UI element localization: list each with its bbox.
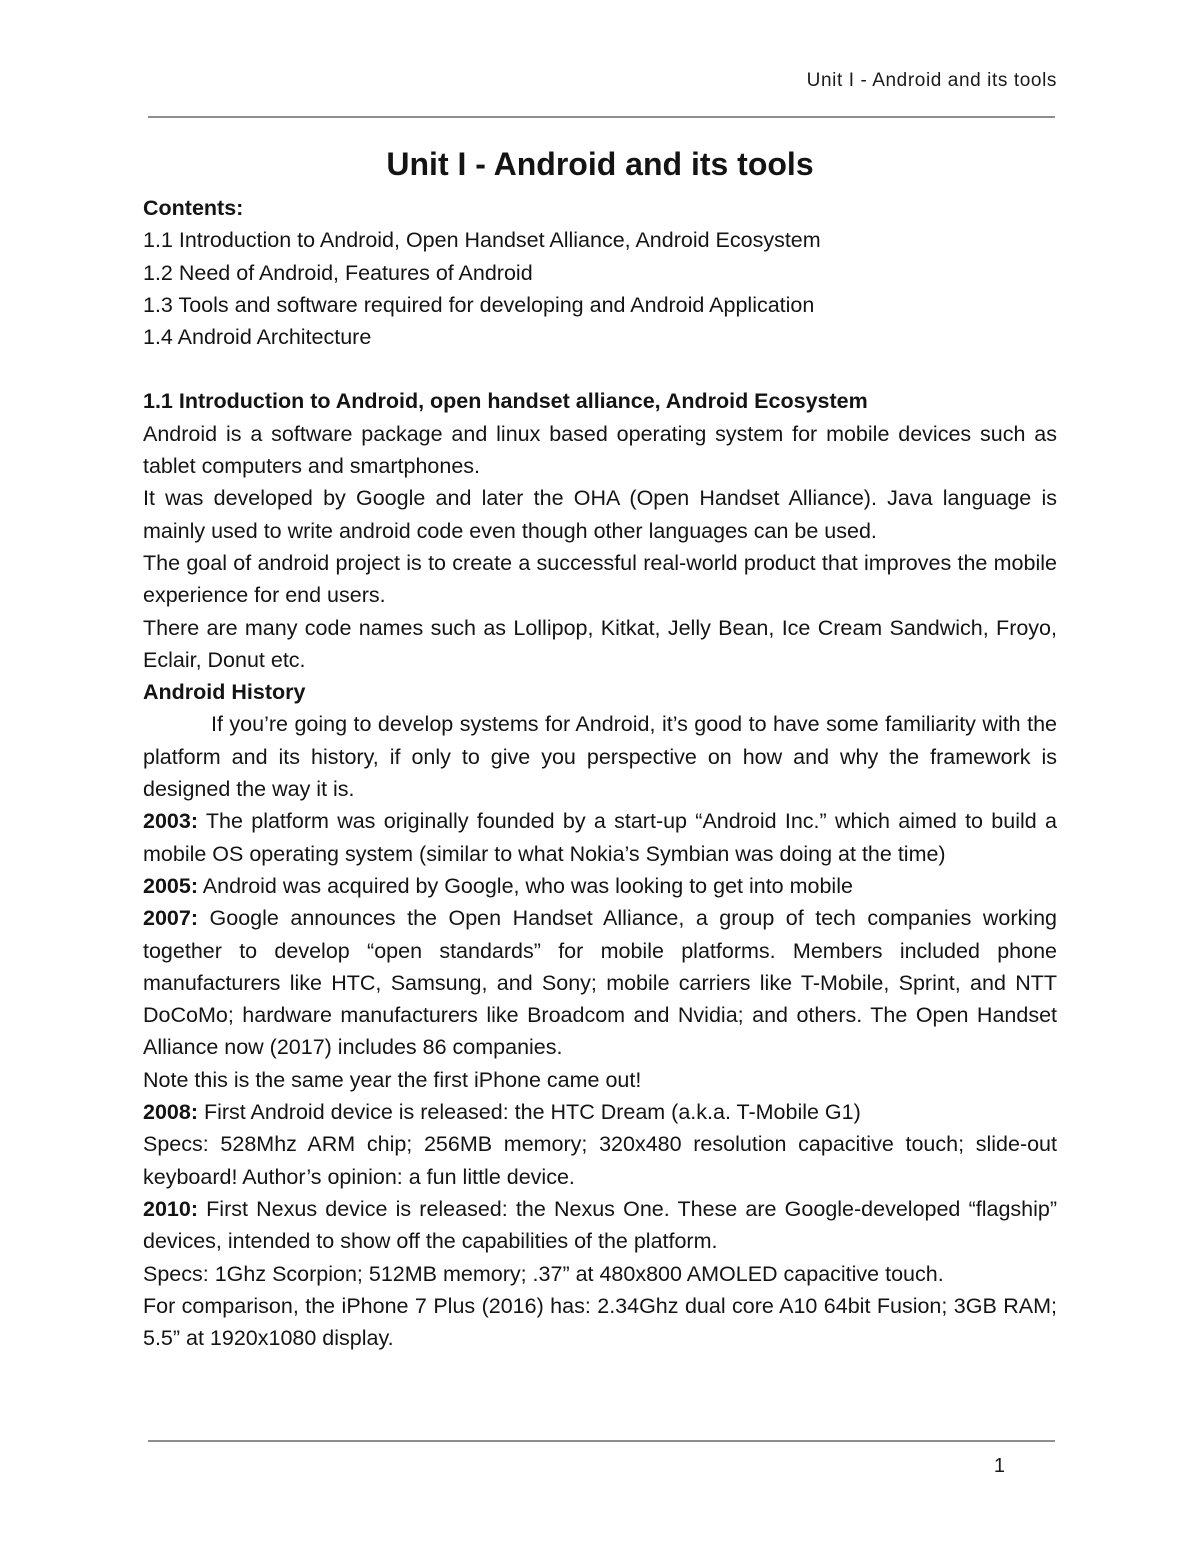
- header-divider: [148, 116, 1055, 118]
- specs-paragraph: Specs: 1Ghz Scorpion; 512MB memory; .37” at 480x800 AMOLED capacitive touch.: [143, 1261, 944, 1286]
- history-year: 2010:: [143, 1196, 198, 1221]
- intro-paragraph: Android is a software package and linux based operating system for mobile devices such as tablet computers and smartphones.: [143, 421, 1057, 479]
- history-entry: [143, 805, 1057, 870]
- comparison-paragraph: For comparison, the iPhone 7 Plus (2016) has: 2.34Ghz dual core A10 64bit Fusion; 3GB RAM; 5.5” at 1920x1080 display.: [143, 1293, 1057, 1351]
- history-entry: [143, 1193, 1057, 1258]
- history-text: First Nexus device is released: the Nexus One. These are Google-developed “flagship” devices, intended to show off the capabilities of the platform.: [143, 1196, 1057, 1254]
- history-year: 2003:: [143, 809, 198, 834]
- running-header: Unit I - Android and its tools: [806, 70, 1057, 91]
- history-text: The platform was originally founded by a start-up “Android Inc.” which aimed to build a mobile OS operating system (similar to what Nokia’s Symbian was doing at the time): [143, 809, 1057, 866]
- contents-label: Contents:: [143, 196, 244, 220]
- contents-item: 1.4 Android Architecture: [143, 325, 372, 350]
- history-entry: [143, 1096, 1057, 1128]
- specs-paragraph: Specs: 528Mhz ARM chip; 256MB memory; 320x480 resolution capacitive touch; slide-out keyboard! Author’s opinion: a fun little device.: [143, 1132, 1057, 1189]
- intro-paragraph: It was developed by Google and later the OHA (Open Handset Alliance). Java language is mainly used to write android code even though other languages can be used.: [143, 486, 1057, 543]
- history-year: 2007:: [143, 906, 198, 931]
- footer-divider: [148, 1440, 1055, 1442]
- history-entry: [143, 902, 1057, 1063]
- history-year: 2008:: [143, 1100, 198, 1125]
- history-heading: Android History: [143, 680, 306, 705]
- spacer: [143, 353, 1057, 385]
- history-year: 2005:: [143, 873, 198, 898]
- history-text: Google announces the Open Handset Alliance, a group of tech companies working together to develop “open standards” for mobile platforms. Members included phone manufacturers like HTC, Samsung, and Sony; mobile carriers like T-Mobile, Sprint, and NTT DoCoMo; hardware manufacturers like Broadcom and Nvidia; and others. The Open Handset Alliance now (2017) includes 86 companies.: [143, 906, 1057, 1060]
- history-note: Note this is the same year the first iPhone came out!: [143, 1067, 642, 1092]
- history-entry: [143, 870, 1057, 902]
- intro-paragraph: There are many code names such as Lollipop, Kitkat, Jelly Bean, Ice Cream Sandwich, Froyo, Eclair, Donut etc.: [143, 615, 1057, 672]
- contents-item: 1.2 Need of Android, Features of Android: [143, 260, 533, 285]
- page-number: 1: [993, 1455, 1005, 1477]
- document-title: Unit I - Android and its tools: [386, 146, 814, 182]
- history-text: First Android device is released: the HTC Dream (a.k.a. T-Mobile G1): [198, 1100, 861, 1125]
- history-intro: If you’re going to develop systems for Android, it’s good to have some familiarity with the platform and its history, if only to give you perspective on how and why the framework is designed the way it is.: [143, 712, 1057, 802]
- document-body: [143, 140, 1057, 1354]
- intro-paragraph: The goal of android project is to create a successful real-world product that improves the mobile experience for end users.: [143, 550, 1057, 608]
- section-heading: 1.1 Introduction to Android, open handset alliance, Android Ecosystem: [143, 389, 868, 414]
- contents-item: 1.3 Tools and software required for developing and Android Application: [143, 292, 815, 317]
- history-text: Android was acquired by Google, who was looking to get into mobile: [198, 873, 853, 898]
- contents-item: 1.1 Introduction to Android, Open Handset Alliance, Android Ecosystem: [143, 228, 821, 253]
- contents-list: [143, 224, 1057, 353]
